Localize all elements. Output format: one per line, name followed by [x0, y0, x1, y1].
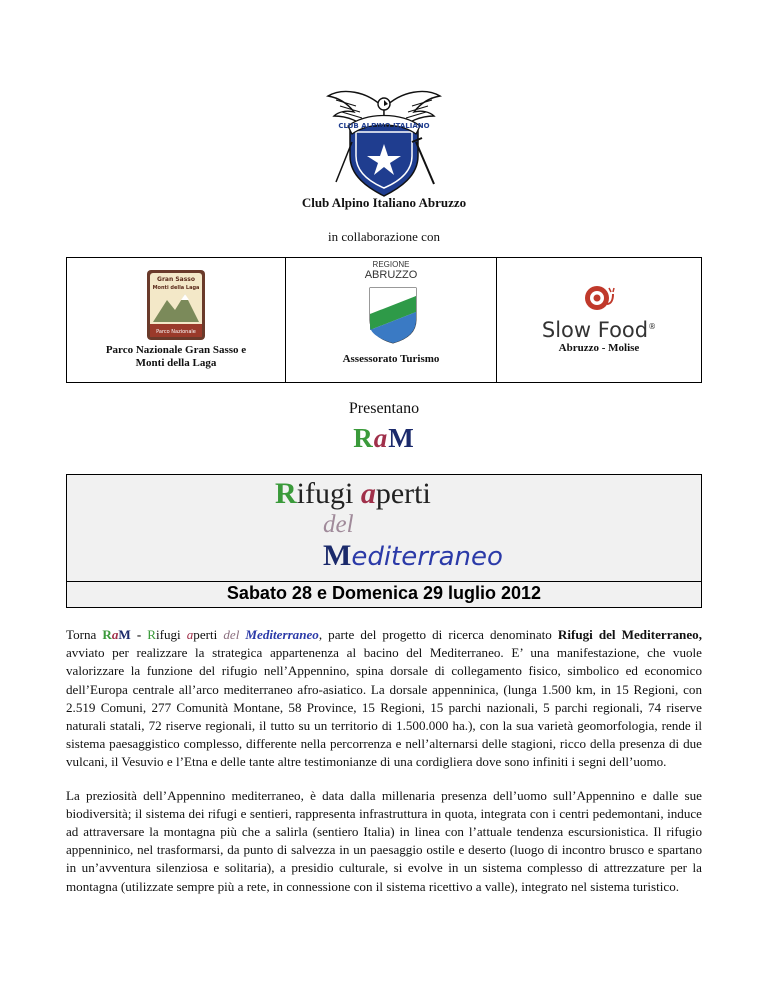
title-line-mediterraneo: Mediterraneo — [323, 539, 503, 572]
partners-table — [66, 257, 702, 383]
title-line-rifugi-aperti: Rifugi aperti — [275, 477, 431, 510]
title-box-divider — [67, 581, 701, 582]
partner-caption-slowfood: Abruzzo - Molise — [558, 342, 640, 354]
svg-text:CLUB ALPINO ITALIANO: CLUB ALPINO ITALIANO — [338, 122, 430, 130]
svg-text:Monti della Laga: Monti della Laga — [152, 285, 200, 291]
presentano-text: Presentano — [348, 400, 420, 417]
collaboration-text: in collaborazione con — [328, 229, 440, 244]
abruzzo-shield-logo — [368, 286, 418, 344]
partner-cell-regione — [286, 258, 497, 382]
body-text — [66, 626, 702, 911]
regione-label: REGIONE — [372, 260, 410, 269]
cai-logo — [326, 86, 442, 198]
svg-text:Parco Nazionale: Parco Nazionale — [156, 329, 196, 335]
partner-caption-regione: Assessorato Turismo — [342, 353, 440, 365]
event-title-box — [66, 474, 702, 608]
event-date: Sabato 28 e Domenica 29 luglio 2012 — [226, 583, 542, 603]
abruzzo-label: ABRUZZO — [364, 269, 418, 281]
slowfood-wordmark: Slow Food® — [541, 318, 657, 342]
title-line-del: del — [323, 511, 354, 538]
partner-cell-slowfood — [497, 258, 701, 382]
organization-title: Club Alpino Italiano Abruzzo — [301, 195, 467, 210]
body-paragraph-1: Torna RaM - Rifugi aperti del Mediterraneo, parte del progetto di ricerca denominato Rifugi del Mediterraneo, avviato per realizzare la strategica appartenenza al bacino del Mediterraneo. E’ una manifestazione, che vuole valorizzare la funzione del rifugio nell’Appennino, spina dorsale di collegamento fisico, simbolico ed economico dell’Europa centrale all’arco mediterraneo afro-asiatico. La dorsale appenninica, (lunga 1.500 km, in 15 Regioni, con 2.519 Comuni, 277 Comunità Montane, 58 Province, 15 Regioni, 15 parchi nazionali, 5 parchi regionali, 74 riserve naturali statali, 72 riserve regionali, il tutto su un territorio di 1.500.000 ha.), con la sua varietà geomorfologia, rende il sistema paesaggistico complesso, differente nella percorrenza e nell’alternarsi delle stagioni, ricco della presenza di due vulcani, il Vesuvio e l’Etna e delle tante altre testimonianze di una cordigliera dove sono infiniti i segni dell’uomo. — [66, 627, 702, 770]
svg-text:Gran Sasso: Gran Sasso — [157, 276, 195, 283]
snail-icon — [583, 282, 615, 312]
parco-logo — [147, 270, 205, 340]
ram-logo-title: RaM — [353, 423, 415, 453]
partner-cell-parco — [67, 258, 286, 382]
body-paragraph-2: La preziosità dell’Appennino mediterraneo, è data dalla millenaria presenza dell’uomo sull’Appennino e dalle sue biodiversità; il sistema dei rifugi e sentieri, rappresenta infrastruttura in quota, integrata con i centri pedemontani, induce ad attraversare la montagna più che a salirla (sentiero Italia) in linea con l’attuale tendenza escursionistica. Il rifugio appenninico, nel trasformarsi, da punto di salvezza in un paesaggio ostile e deserto (luogo di incontro brusco e spartano in un’avventura silenziosa e solitaria), a presidio culturale, si evolve in un sistema complesso di attrezzature per la montagna (utilizzate sempre più a rete, in connessione con il sistema ricettivo a valle), integrato nel sistema turistico. — [66, 787, 702, 894]
partner-caption-parco: Parco Nazionale Gran Sasso e Monti della Laga — [105, 344, 247, 369]
